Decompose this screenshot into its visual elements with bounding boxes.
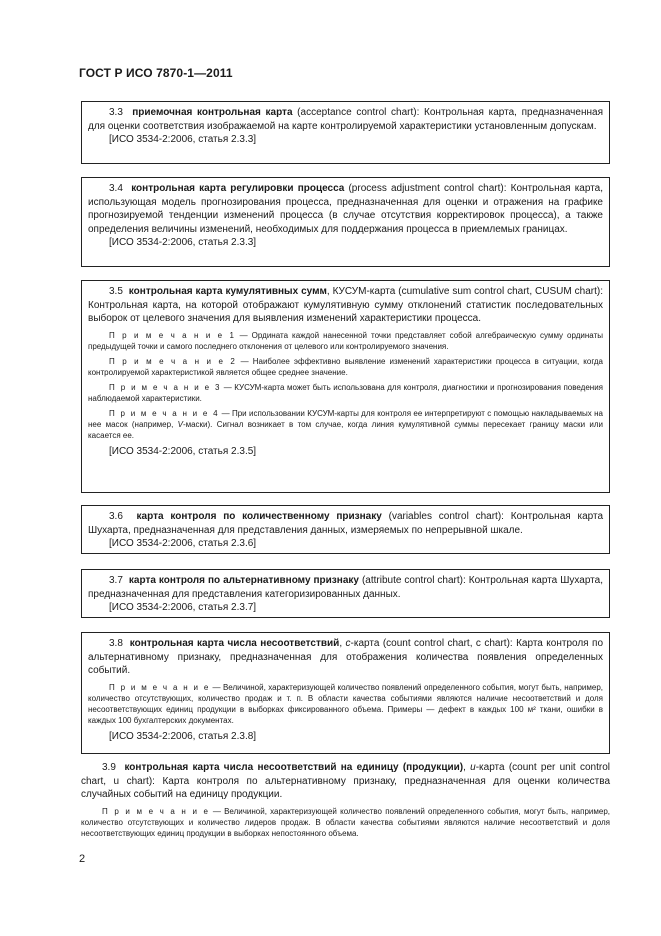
- term-box-3-3: [81, 101, 610, 164]
- term-reference: [ИСО 3534-2:2006, статья 2.3.5]: [109, 445, 257, 457]
- term-name: контрольная карта кумулятивных сумм: [128, 286, 327, 297]
- term-3-9: [81, 761, 610, 839]
- term-number: 3.6: [109, 511, 123, 522]
- term-name: контрольная карта числа несоответствий: [129, 638, 340, 649]
- term-name: карта контроля по альтернативному признаку: [128, 575, 359, 586]
- term-reference: [ИСО 3534-2:2006, статья 2.3.3]: [109, 237, 257, 248]
- term-text: (process adjustment control chart): Контрольная карта, использующая модель прогнозирования процесса, предназначенная для оценки и отражения на графике прогнозируемой тенденции изменений процесса (в случае отсутствия корректировок процесса), а также определения величины изменений, необходимых для поддержания процесса в приемлемых границах.: [88, 183, 604, 235]
- term-reference: [ИСО 3534-2:2006, статья 2.3.7]: [109, 602, 257, 613]
- term-name: приемочная контрольная карта: [132, 107, 293, 118]
- term-reference: [ИСО 3534-2:2006, статья 2.3.3]: [109, 134, 257, 145]
- note-2: П р и м е ч а н и е 2 — Наиболее эффективно выявление изменений характеристики процесса в ситуации, когда контролируемой характеристикой является общее среднее значение.: [88, 356, 604, 377]
- note-3: П р и м е ч а н и е 3 — КУСУМ-карта может быть использована для контроля, диагностики и прогнозирования поведения наблюдаемой характеристики.: [88, 382, 603, 403]
- term-text: -карта (count per unit control chart, u chart): Карта контроля по альтернативному признаку, предназначенная для оценки количества случайных событий на единицу продукции.: [81, 762, 610, 800]
- term-name: контрольная карта числа несоответствий на единицу (продукции): [124, 762, 464, 773]
- term-box-3-4: [81, 177, 610, 267]
- note: П р и м е ч а н и е — Величиной, характеризующей количество появлений определенного события, могут быть, например, количество отсутствующих, количество продаж и т. п. В области качества событиями являются наличие несоответствий и доля несоответствующих единиц продукции в выборках фиксированного объема. Примеры — дефект в каждых 100 м² ткани, ошибки в каждых 100 бухгалтерских документах.: [88, 682, 603, 725]
- note: П р и м е ч а н и е — Величиной, характеризующей количество появлений определенного события, могут быть, например, количество отсутствующих и количество лидеров продаж. В области качества событиями являются наличие несоответствий и доля несоответствующих единиц продукции в выборках непостоянного объема.: [81, 806, 611, 838]
- page-number: 2: [79, 853, 86, 865]
- term-text: -карта (count control chart, c chart): Карта контроля по альтернативному признаку, предназначенная для отображения количества появления определенных событий.: [88, 638, 603, 676]
- term-number: 3.4: [109, 183, 123, 194]
- note-1: П р и м е ч а н и е 1 — Ордината каждой нанесенной точки представляет собой алгебраическую сумму ординаты предыдущей точки и самого последнего отклонения от целевого или контролируемого значения.: [88, 330, 603, 351]
- term-box-3-8: [81, 632, 610, 754]
- term-text: (attribute control chart): Контрольная карта Шухарта, предназначенная для представления категоризированных данных.: [88, 575, 603, 600]
- term-number: 3.8: [109, 638, 123, 649]
- term-definition: [88, 574, 603, 601]
- term-text: (acceptance control chart): Контрольная карта, предназначенная для оценки соответствия изображаемой на карте контролируемой характеристики установленным допускам.: [88, 107, 603, 132]
- term-box-3-7: [81, 569, 610, 618]
- term-number: 3.3: [109, 107, 123, 118]
- term-text: (variables control chart): Контрольная карта Шухарта, предназначенная для представления данных, измеряемых по непрерывной шкале.: [88, 511, 604, 536]
- term-number: 3.5: [109, 286, 123, 297]
- term-reference: [ИСО 3534-2:2006, статья 2.3.8]: [109, 730, 257, 742]
- term-box-3-6: [81, 505, 610, 554]
- term-reference: [ИСО 3534-2:2006, статья 2.3.6]: [109, 538, 257, 549]
- term-box-3-5: [81, 280, 610, 493]
- term-definition: [88, 106, 603, 133]
- document-header: ГОСТ Р ИСО 7870-1—2011: [79, 66, 233, 80]
- term-name: контрольная карта регулировки процесса: [131, 183, 345, 194]
- term-definition: 3.8 контрольная карта числа несоответствий, c-карта (count control chart, c chart): Карта контроля по альтернативному признаку, предназначенная для отображения количества появления определенных событий.: [88, 638, 603, 676]
- term-definition: [88, 182, 603, 236]
- term-name: карта контроля по количественному признаку: [136, 511, 382, 522]
- note-4: П р и м е ч а н и е 4 — При использовании КУСУМ-карты для контроля ее интерпретируют с помощью накладываемых на нее масок (например, V-маски). Сигнал возникает в том случае, когда линия кумулятивной суммы пересекает границу маски или касается ее.: [88, 408, 604, 440]
- term-definition: [88, 285, 603, 326]
- term-definition: [88, 510, 603, 537]
- term-number: 3.9: [102, 762, 116, 773]
- term-definition: 3.9 контрольная карта числа несоответствий на единицу (продукции), u-карта (count per unit control chart, u chart): Карта контроля по альтернативному признаку, предназначенная для оценки количества случайных событий на единицу продукции.: [81, 762, 610, 800]
- term-number: 3.7: [109, 575, 123, 586]
- term-text: , КУСУМ-карта (cumulative sum control chart, CUSUM chart): Контрольная карта, на которой отображают кумулятивную сумму отклонений статистик последовательных выборок от целевого значения для выявления изменений характеристики процесса.: [88, 286, 603, 324]
